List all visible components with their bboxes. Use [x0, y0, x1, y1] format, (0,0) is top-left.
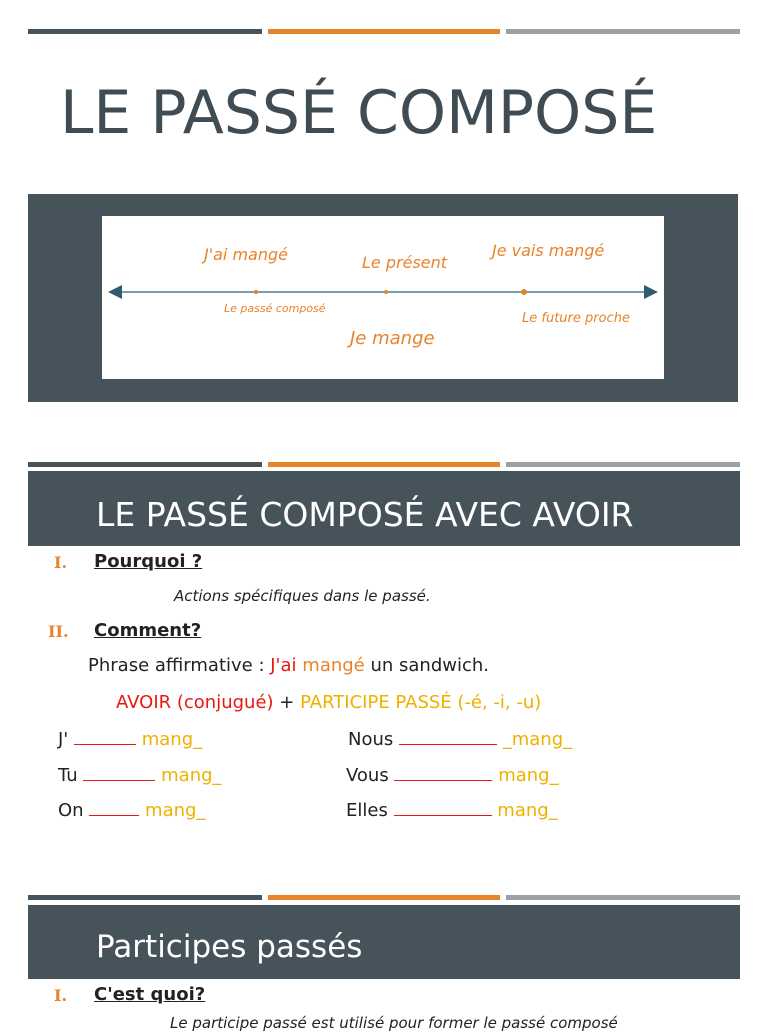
exercise-blank[interactable] [74, 730, 136, 745]
accent-bar-orange [268, 895, 500, 900]
label-future-proche: Le future proche [522, 311, 630, 326]
accent-bar-dark [28, 29, 262, 34]
section-numeral-3: I. [54, 986, 68, 1005]
exercise-row [58, 765, 222, 786]
exercise-row [58, 729, 202, 750]
exercise-stem: mang_ [497, 800, 558, 821]
formula [116, 692, 541, 713]
exercise-pronoun: Vous [346, 765, 389, 786]
section-numeral-2: II. [48, 622, 69, 641]
exercise-row [346, 800, 558, 821]
label-le-present: Le présent [362, 253, 448, 272]
exercise-blank[interactable] [83, 766, 155, 781]
exercise-stem: mang_ [141, 729, 203, 750]
accent-bar-orange [268, 29, 500, 34]
section-heading-cest-quoi: C'est quoi? [94, 984, 206, 1005]
formula-avoir: AVOIR (conjugué) [116, 692, 274, 713]
exercise-row [346, 765, 559, 786]
accent-bar-gray [506, 895, 740, 900]
accent-bar-dark [28, 462, 262, 467]
exercise-blank[interactable] [394, 766, 492, 781]
future-marker [521, 289, 527, 295]
timeline-diagram [102, 216, 664, 379]
exercise-blank[interactable] [399, 730, 497, 745]
formula-plus: + [273, 692, 301, 713]
section-numeral-1: I. [54, 553, 68, 572]
slide2-accent-bars [28, 462, 740, 467]
exercise-blank[interactable] [394, 801, 492, 816]
exercise-pronoun: Elles [346, 800, 388, 821]
label-jai-mange: J'ai mangé [204, 245, 288, 264]
exercise-pronoun: Nous [348, 729, 394, 750]
example-prefix: Phrase affirmative : [88, 655, 271, 676]
label-passe-compose: Le passé composé [224, 302, 326, 315]
exercise-pronoun: On [58, 800, 84, 821]
example-aux: J'ai [270, 655, 297, 676]
section-heading-pourquoi: Pourquoi ? [94, 551, 203, 572]
top-accent-bars [28, 29, 740, 34]
cut-off-text: Le participe passé est utilisé pour former le passé composé [170, 1014, 618, 1032]
example-rest: un sandwich. [364, 655, 490, 676]
exercise-stem: mang_ [498, 765, 559, 786]
slide2-title: LE PASSÉ COMPOSÉ AVEC AVOIR [96, 495, 634, 534]
accent-bar-dark [28, 895, 262, 900]
slide3-header [28, 905, 740, 979]
exercise-pronoun: Tu [58, 765, 78, 786]
left-arrowhead [108, 285, 122, 299]
example-verb: mangé [302, 655, 365, 676]
slide1-title: LE PASSÉ COMPOSÉ [60, 78, 658, 148]
timeline-card [102, 216, 664, 379]
past-marker [254, 290, 258, 294]
exercise-row [348, 729, 572, 750]
present-marker [384, 290, 388, 294]
exercise-pronoun: J' [58, 729, 69, 750]
formula-participe: PARTICIPE PASSÉ (-é, -i, -u) [300, 692, 542, 713]
accent-bar-gray [506, 29, 740, 34]
slide2-header [28, 471, 740, 546]
section-text-actions: Actions spécifiques dans le passé. [174, 587, 431, 605]
slide3-accent-bars [28, 895, 740, 900]
exercise-row [58, 800, 205, 821]
exercise-blank[interactable] [89, 801, 139, 816]
right-arrowhead [644, 285, 658, 299]
exercise-stem: _mang_ [502, 729, 573, 750]
label-je-vais-mange: Je vais mangé [492, 241, 605, 260]
example-sentence [88, 655, 489, 676]
section-heading-comment: Comment? [94, 620, 202, 641]
exercise-stem: mang_ [145, 800, 206, 821]
slide3-title: Participes passés [96, 929, 363, 965]
accent-bar-gray [506, 462, 740, 467]
label-je-mange: Je mange [350, 328, 435, 349]
accent-bar-orange [268, 462, 500, 467]
exercise-stem: mang_ [161, 765, 222, 786]
